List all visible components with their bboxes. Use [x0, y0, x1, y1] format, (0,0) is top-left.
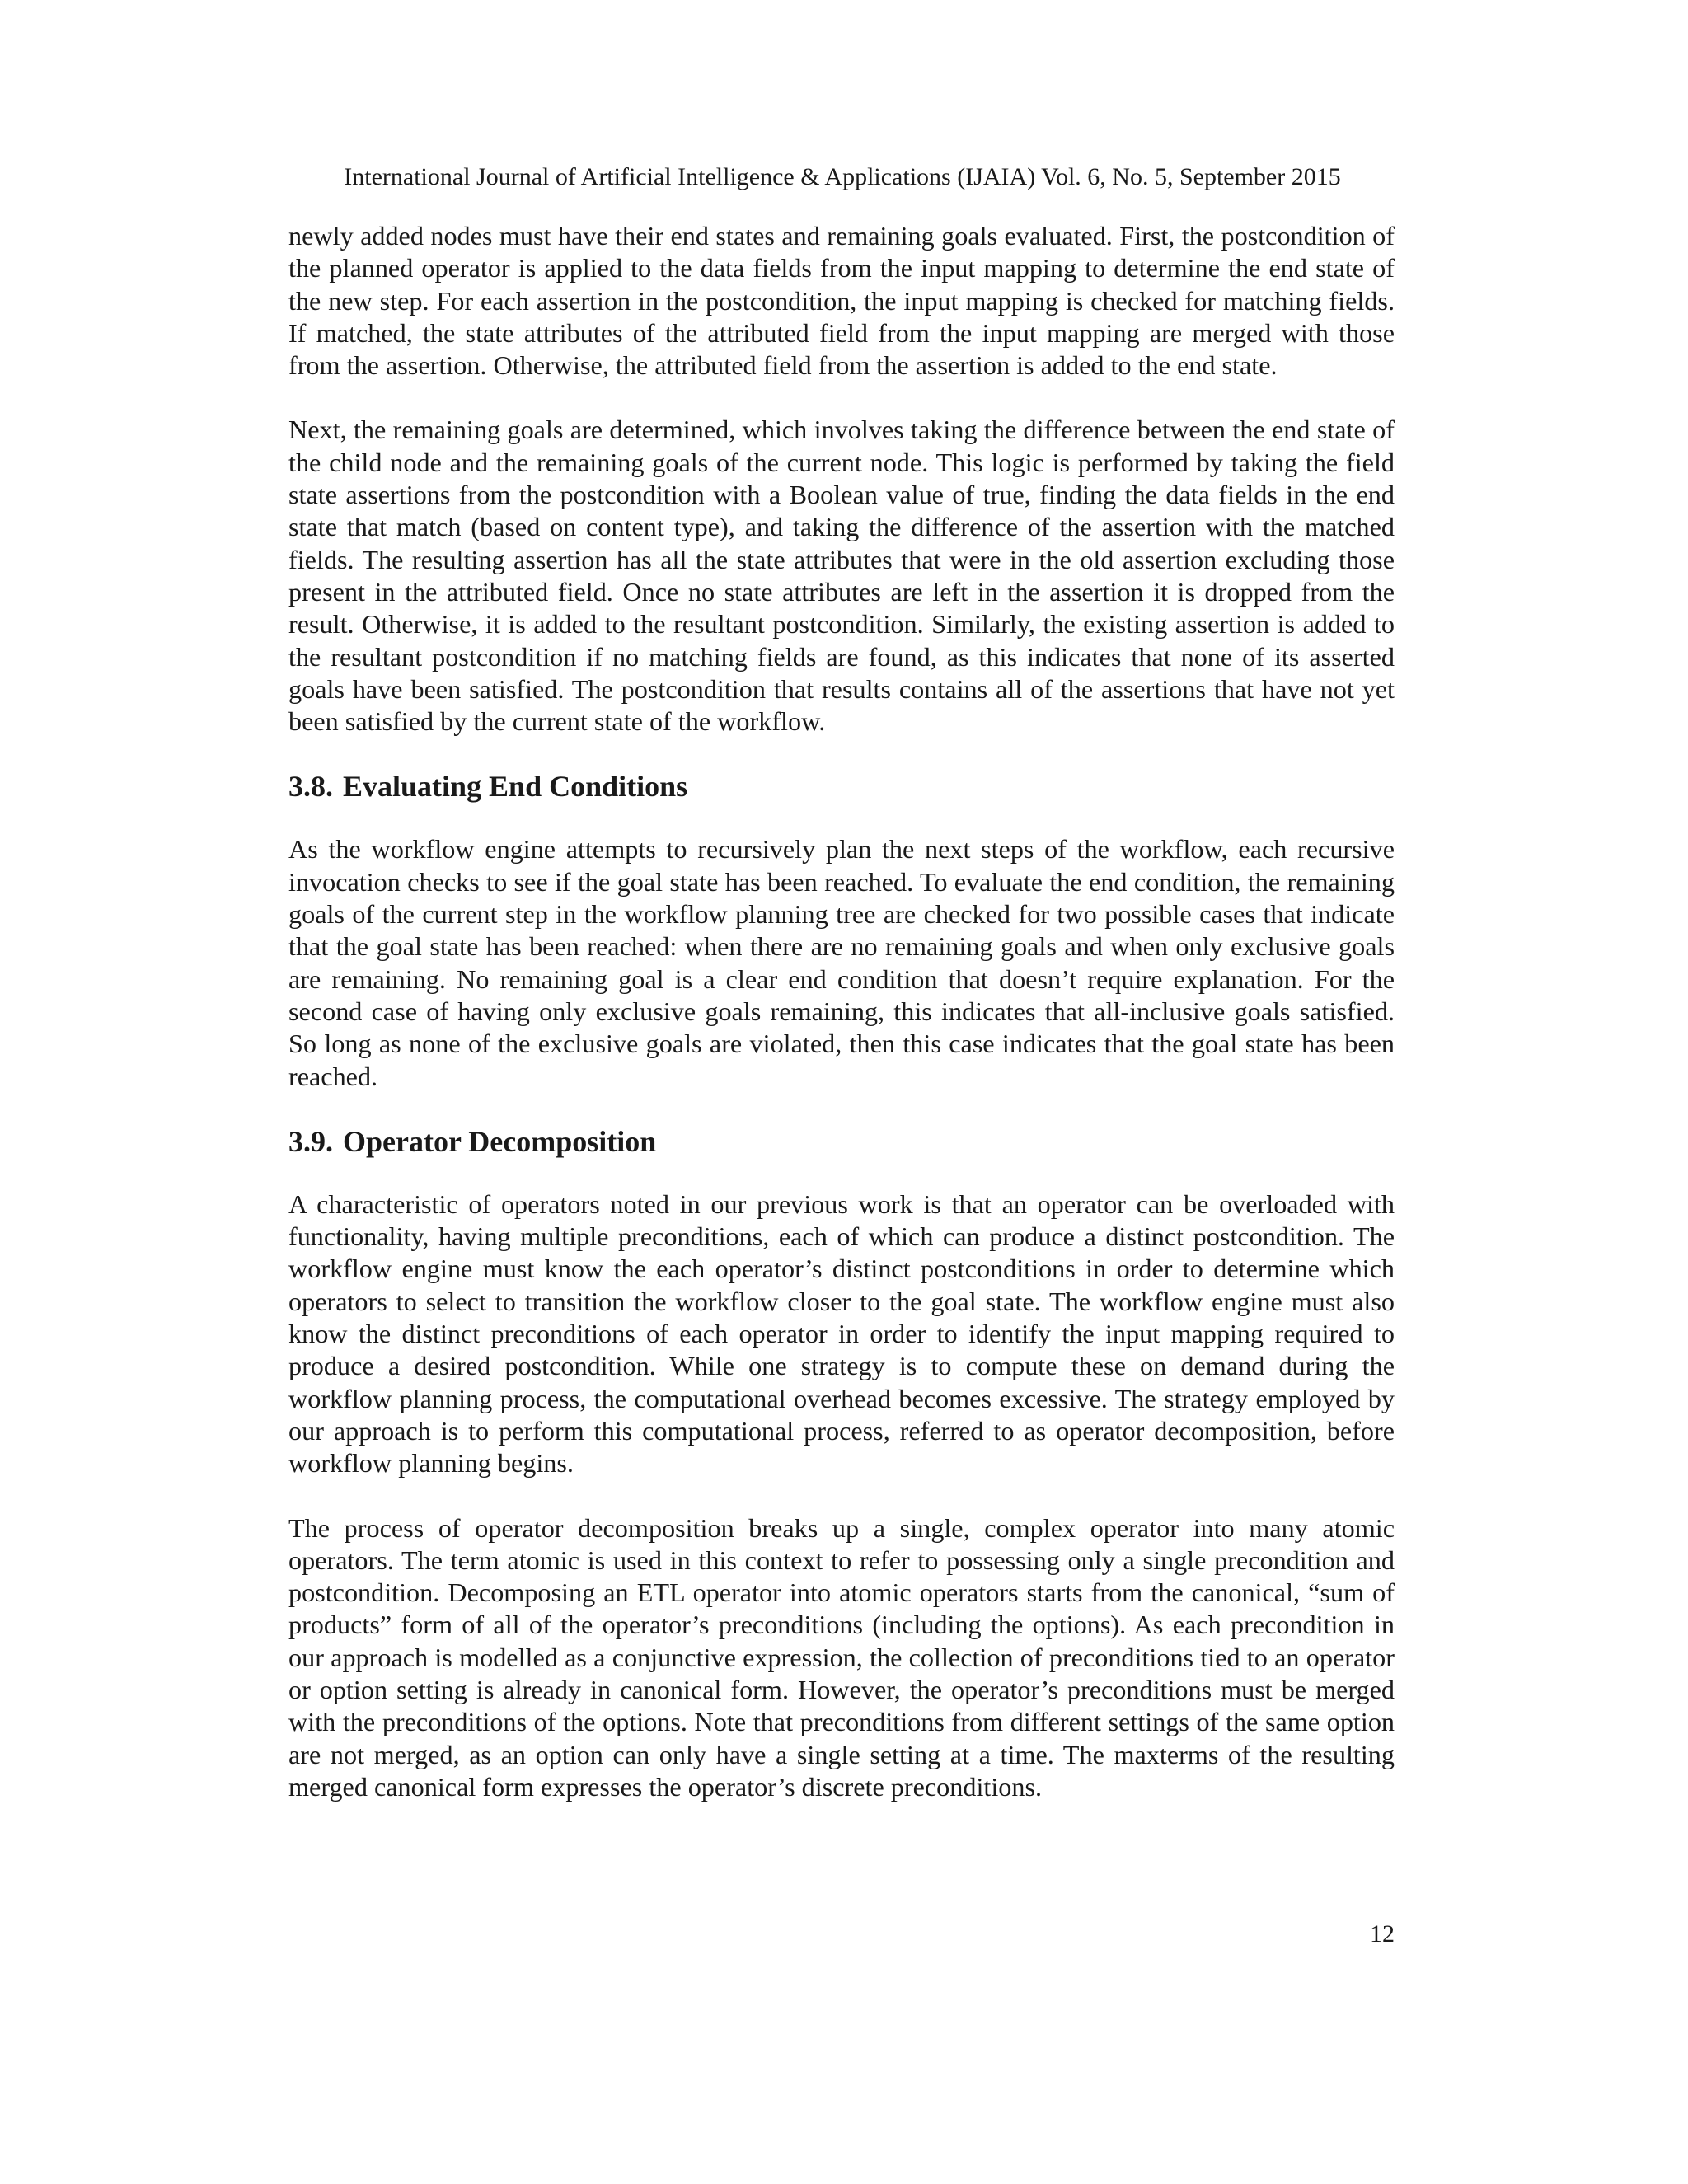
section-number: 3.8.: [288, 770, 333, 804]
journal-running-header: International Journal of Artificial Intelligence & Applications (IJAIA) Vol. 6, No. 5, September 2015: [344, 163, 1341, 190]
paragraph-decomposition-process: The process of operator decomposition breaks up a single, complex operator into many atomic operators. The term atomic is used in this context to refer to possessing only a single precondition and postcondition. Decomposing an ETL operator into atomic operators starts from the canonical, “sum of products” form of all of the operator’s preconditions (including the options). As each precondition in our approach is modelled as a conjunctive expression, the collection of preconditions tied to an operator or option setting is already in canonical form. However, the operator’s preconditions must be merged with the preconditions of the options. Note that preconditions from different settings of the same option are not merged, as an option can only have a single setting at a time. The maxterms of the resulting merged canonical form expresses the operator’s discrete preconditions.: [288, 1512, 1395, 1802]
section-title: Operator Decomposition: [343, 1124, 657, 1158]
section-title: Evaluating End Conditions: [343, 770, 688, 804]
section-heading-3-9: [288, 1122, 1395, 1160]
paragraph-end-conditions: As the workflow engine attempts to recursively plan the next steps of the workflow, each recursive invocation checks to see if the goal state has been reached. To evaluate the end condition, the remaining goals of the current step in the workflow planning tree are checked for two possible cases that indicate that the goal state has been reached: when there are no remaining goals and when only exclusive goals are remaining. No remaining goal is a clear end condition that doesn’t require explanation. For the second case of having only exclusive goals remaining, this indicates that all-inclusive goals satisfied. So long as none of the exclusive goals are violated, then this case indicates that the goal state has been reached.: [288, 834, 1395, 1091]
section-number: 3.9.: [288, 1124, 333, 1158]
paragraph-end-state-evaluation: newly added nodes must have their end states and remaining goals evaluated. First, the postcondition of the planned operator is applied to the data fields from the input mapping to determine the end state of the new step. For each assertion in the postcondition, the input mapping is checked for matching fields. If matched, the state attributes of the attributed field from the input mapping are merged with those from the assertion. Otherwise, the attributed field from the assertion is added to the end state.: [288, 221, 1395, 381]
section-heading-3-8: [288, 767, 1395, 805]
page-number: 12: [1370, 1920, 1395, 1947]
paragraph-operator-characteristics: A characteristic of operators noted in our previous work is that an operator can be overloaded with functionality, having multiple preconditions, each of which can produce a distinct postcondition. The workflow engine must know the each operator’s distinct postconditions in order to determine which operators to select to transition the workflow closer to the goal state. The workflow engine must also know the distinct preconditions of each operator in order to identify the input mapping required to produce a desired postcondition. While one strategy is to compute these on demand during the workflow planning process, the computational overhead becomes excessive. The strategy employed by our approach is to perform this computational process, referred to as operator decomposition, before workflow planning begins.: [288, 1188, 1395, 1479]
paragraph-remaining-goals: Next, the remaining goals are determined, which involves taking the difference between the end state of the child node and the remaining goals of the current node. This logic is performed by taking the field state assertions from the postcondition with a Boolean value of true, finding the data fields in the end state that match (based on content type), and taking the difference of the assertion with the matched fields. The resulting assertion has all the state attributes that were in the old assertion excluding those present in the attributed field. Once no state attributes are left in the assertion it is dropped from the result. Otherwise, it is added to the resultant postcondition. Similarly, the existing assertion is added to the resultant postcondition if no matching fields are found, as this indicates that none of its asserted goals have been satisfied. The postcondition that results contains all of the assertions that have not yet been satisfied by the current state of the workflow.: [288, 415, 1395, 737]
body-text: [288, 220, 1395, 1803]
